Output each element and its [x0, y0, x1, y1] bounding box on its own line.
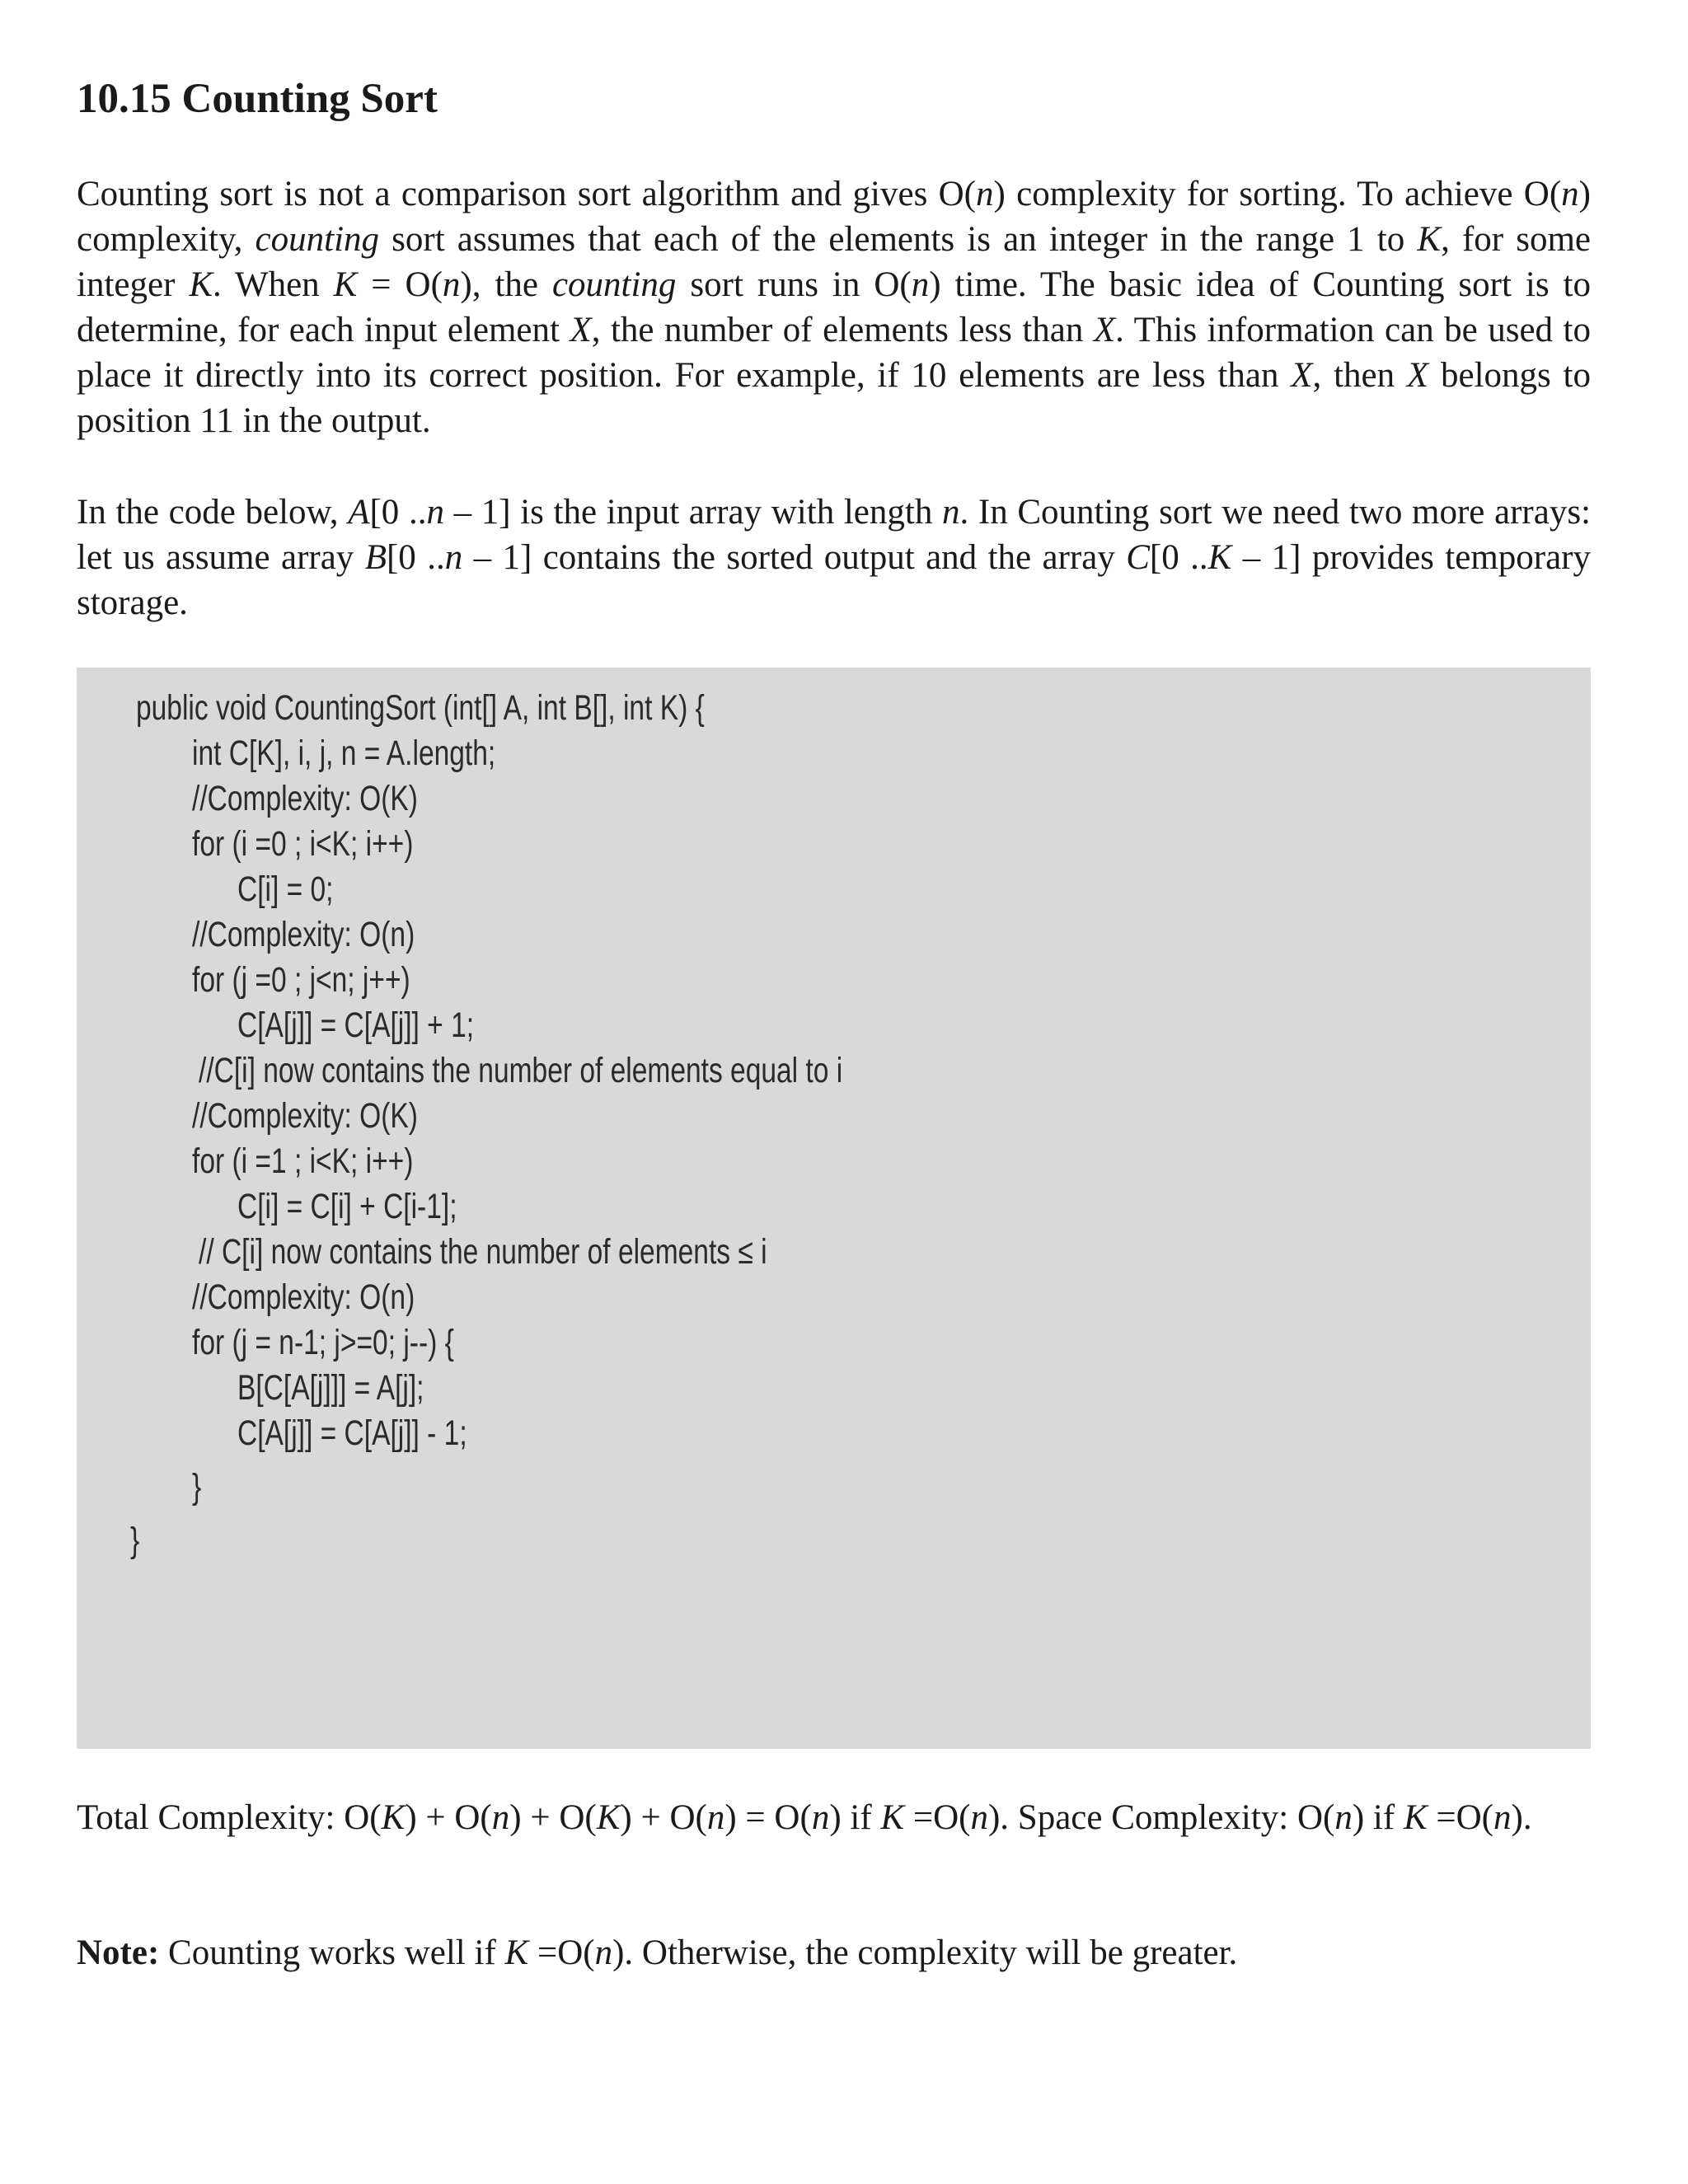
code-line: //C[i] now contains the number of elements equal to i [199, 1051, 843, 1090]
italic-term: n [970, 1798, 988, 1837]
italic-term: n [1334, 1798, 1353, 1837]
italic-term: K [504, 1933, 529, 1972]
italic-term: n [911, 265, 930, 304]
code-line: C[A[j]] = C[A[j]] + 1; [237, 1005, 475, 1045]
italic-term: B [364, 538, 387, 577]
section-heading: 10.15 Counting Sort [77, 76, 438, 122]
code-line: B[C[A[j]]] = A[j]; [237, 1368, 424, 1408]
code-line: int C[K], i, j, n = A.length; [192, 733, 496, 773]
italic-term: counting [255, 220, 380, 259]
italic-term: K [1403, 1798, 1428, 1837]
total-complexity-paragraph: Total Complexity: O(K) + O(n) + O(K) + O(n) = O(n) if K =O(n). Space Complexity: O(n) if K =O(n). [77, 1798, 1532, 1837]
italic-term: n [1561, 175, 1579, 213]
code-line: for (j = n-1; j>=0; j--) { [192, 1323, 454, 1362]
italic-term: n [811, 1798, 830, 1837]
code-line: C[i] = C[i] + C[i-1]; [237, 1187, 457, 1226]
code-line: // C[i] now contains the number of elements ≤ i [199, 1232, 767, 1272]
italic-term: n [442, 265, 461, 304]
italic-term: X [1093, 311, 1116, 349]
code-line: } [192, 1467, 202, 1507]
italic-term: K [596, 1798, 621, 1837]
italic-term: C [1126, 538, 1150, 577]
italic-term: n [444, 538, 463, 577]
italic-term: X [1291, 356, 1313, 395]
italic-term: K [189, 265, 213, 304]
italic-term: n [426, 493, 444, 532]
code-line: for (i =1 ; i<K; i++) [192, 1141, 414, 1181]
italic-term: K [333, 265, 358, 304]
italic-term: n [594, 1933, 613, 1972]
code-line: C[A[j]] = C[A[j]] - 1; [237, 1413, 467, 1453]
code-line: public void CountingSort (int[] A, int B[], int K) { [136, 688, 705, 728]
code-line: //Complexity: O(K) [192, 1096, 418, 1136]
italic-term: n [706, 1798, 725, 1837]
note-label: Note: [77, 1933, 160, 1972]
code-line: //Complexity: O(n) [192, 915, 415, 954]
italic-term: X [1406, 356, 1429, 395]
intro-paragraph: Counting sort is not a comparison sort algorithm and gives O(n) complexity for sorting. To achieve O(n) complexity, counting sort assumes that each of the elements is an integer in the range 1 to K, for some integer K. When K = O(n), the counting sort runs in O(n) time. The basic idea of Counting sort is to determine, for each input element X, the number of elements less than X. This information can be used to place it directly into its correct position. For example, if 10 elements are less than X, then X belongs to position 11 in the output. [77, 175, 1592, 440]
italic-term: K [1417, 220, 1442, 259]
note-text: Counting works well if K =O(n). Otherwise, the complexity will be greater. [159, 1933, 1238, 1972]
italic-term: n [941, 493, 960, 532]
italic-term: counting [551, 265, 677, 304]
code-line: //Complexity: O(K) [192, 779, 418, 818]
italic-term: n [491, 1798, 510, 1837]
italic-term: n [1493, 1798, 1512, 1837]
italic-term: K [381, 1798, 406, 1837]
note-paragraph [77, 1930, 1591, 1975]
code-line: for (i =0 ; i<K; i++) [192, 824, 414, 864]
italic-term: A [348, 493, 370, 532]
code-line: //Complexity: O(n) [192, 1277, 415, 1317]
italic-term: X [570, 311, 592, 349]
italic-term: K [1207, 538, 1232, 577]
italic-term: K [880, 1798, 905, 1837]
code-line: } [130, 1521, 140, 1560]
code-line: C[i] = 0; [237, 869, 334, 909]
code-block [77, 668, 1591, 1749]
arrays-paragraph: In the code below, A[0 ..n – 1] is the input array with length n. In Counting sort we need two more arrays: let us assume array B[0 ..n – 1] contains the sorted output and the array C[0 ..K – 1] provides temporary storage. [77, 493, 1592, 622]
code-line: for (j =0 ; j<n; j++) [192, 960, 410, 1000]
italic-term: n [976, 175, 994, 213]
